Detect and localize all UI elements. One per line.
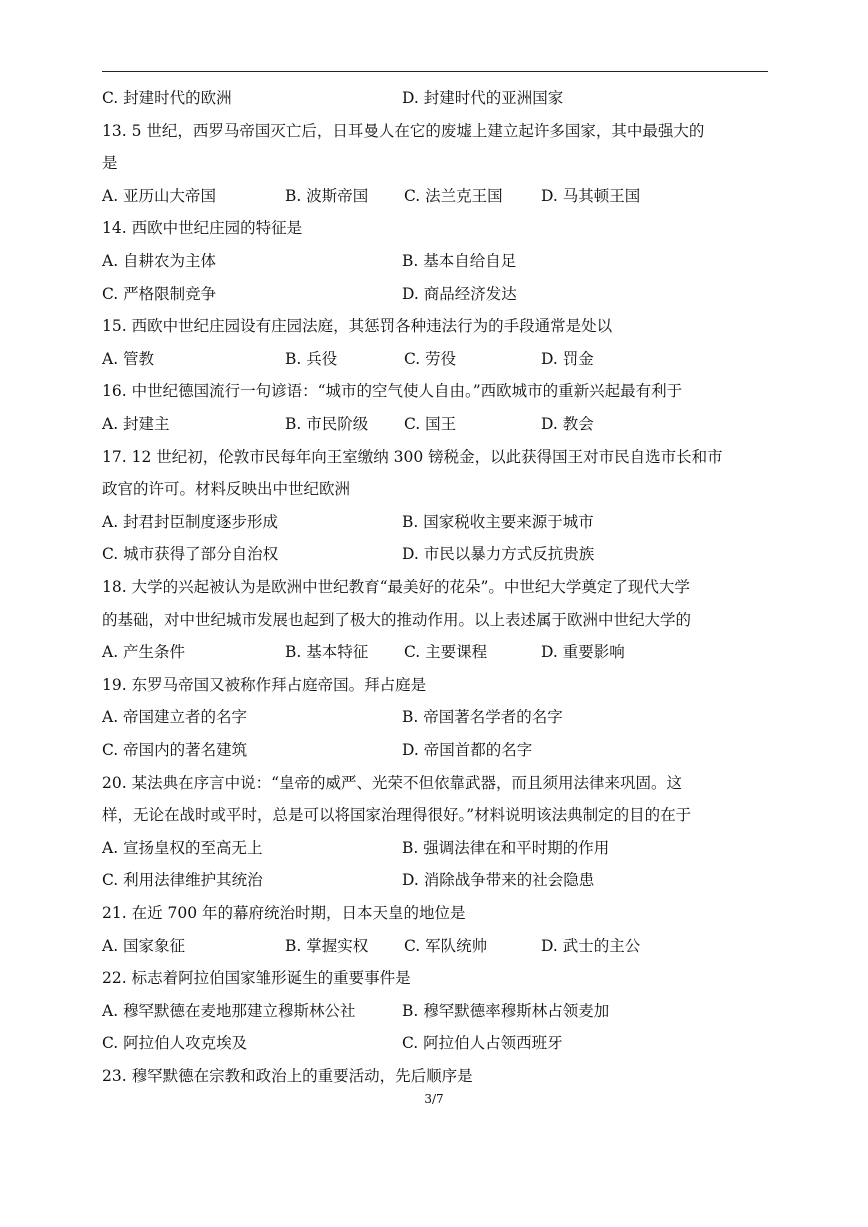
answer-option: A. 自耕农为主体: [102, 252, 217, 270]
answer-option: D. 商品经济发达: [402, 285, 517, 303]
answer-option: D. 封建时代的亚洲国家: [402, 89, 564, 107]
answer-option: C. 军队统帅: [404, 937, 488, 955]
question-text: 样，无论在战时或平时，总是可以将国家治理得很好。”材料说明该法典制定的目的在于: [102, 806, 692, 824]
answer-option: D. 消除战争带来的社会隐患: [402, 871, 595, 889]
answer-option: B. 兵役: [285, 350, 338, 368]
answer-option: B. 帝国著名学者的名字: [402, 708, 563, 726]
answer-option: B. 国家税收主要来源于城市: [402, 513, 594, 531]
answer-option: C. 主要课程: [404, 643, 488, 661]
answer-option: A. 穆罕默德在麦地那建立穆斯林公社: [102, 1002, 356, 1020]
answer-option: A. 国家象征: [102, 937, 186, 955]
question-text: 17. 12 世纪初，伦敦市民每年向王室缴纳 300 镑税金，以此获得国王对市民自选市长和市: [102, 448, 723, 466]
answer-option: A. 产生条件: [102, 643, 186, 661]
answer-option: D. 市民以暴力方式反抗贵族: [402, 545, 595, 563]
answer-option: C. 国王: [404, 415, 457, 433]
answer-option: D. 帝国首都的名字: [402, 741, 533, 759]
answer-option: C. 法兰克王国: [404, 187, 503, 205]
answer-option: C. 封建时代的欧洲: [102, 89, 232, 107]
answer-option: D. 重要影响: [541, 643, 625, 661]
answer-option: B. 市民阶级: [285, 415, 369, 433]
answer-option: B. 穆罕默德率穆斯林占领麦加: [402, 1002, 610, 1020]
answer-option: D. 武士的主公: [541, 937, 641, 955]
question-text: 16. 中世纪德国流行一句谚语：“城市的空气使人自由。”西欧城市的重新兴起最有利于: [102, 382, 683, 400]
question-text: 23. 穆罕默德在宗教和政治上的重要活动，先后顺序是: [102, 1067, 473, 1085]
answer-option: D. 马其顿王国: [541, 187, 641, 205]
answer-option: D. 罚金: [541, 350, 594, 368]
answer-option: A. 封君封臣制度逐步形成: [102, 513, 279, 531]
answer-option: C. 利用法律维护其统治: [102, 871, 263, 889]
question-text: 21. 在近 700 年的幕府统治时期，日本天皇的地位是: [102, 904, 466, 922]
answer-option: C. 城市获得了部分自治权: [102, 545, 279, 563]
question-text: 22. 标志着阿拉伯国家雏形诞生的重要事件是: [102, 969, 411, 987]
answer-option: B. 掌握实权: [285, 937, 369, 955]
question-text: 政官的许可。材料反映出中世纪欧洲: [102, 480, 351, 498]
question-text: 15. 西欧中世纪庄园设有庄园法庭，其惩罚各种违法行为的手段通常是处以: [102, 317, 613, 335]
answer-option: B. 基本自给自足: [402, 252, 517, 270]
question-text: 13. 5 世纪，西罗马帝国灭亡后，日耳曼人在它的废墟上建立起许多国家，其中最强大的: [102, 122, 705, 140]
answer-option: C. 阿拉伯人攻克埃及: [102, 1034, 248, 1052]
question-text: 19. 东罗马帝国又被称作拜占庭帝国。拜占庭是: [102, 676, 427, 694]
answer-option: C. 帝国内的著名建筑: [102, 741, 248, 759]
answer-option: A. 封建主: [102, 415, 170, 433]
answer-option: B. 波斯帝国: [285, 187, 369, 205]
answer-option: A. 宣扬皇权的至高无上: [102, 839, 263, 857]
answer-option: A. 亚历山大帝国: [102, 187, 217, 205]
answer-option: D. 教会: [541, 415, 594, 433]
answer-option: C. 阿拉伯人占领西班牙: [402, 1034, 563, 1052]
answer-option: B. 强调法律在和平时期的作用: [402, 839, 610, 857]
answer-option: C. 劳役: [404, 350, 457, 368]
question-text: 18. 大学的兴起被认为是欧洲中世纪教育“最美好的花朵”。中世纪大学奠定了现代大学: [102, 578, 690, 596]
question-text: 20. 某法典在序言中说：“皇帝的威严、光荣不但依靠武器，而且须用法律来巩固。这: [102, 774, 683, 792]
answer-option: B. 基本特征: [285, 643, 369, 661]
question-text: 的基础，对中世纪城市发展也起到了极大的推动作用。以上表述属于欧洲中世纪大学的: [102, 611, 692, 629]
question-text: 是: [102, 154, 118, 172]
answer-option: A. 帝国建立者的名字: [102, 708, 248, 726]
answer-option: A. 管教: [102, 350, 155, 368]
question-text: 14. 西欧中世纪庄园的特征是: [102, 219, 303, 237]
answer-option: C. 严格限制竞争: [102, 285, 217, 303]
page-number: 3/7: [424, 1092, 444, 1106]
header-rule: [102, 71, 768, 72]
